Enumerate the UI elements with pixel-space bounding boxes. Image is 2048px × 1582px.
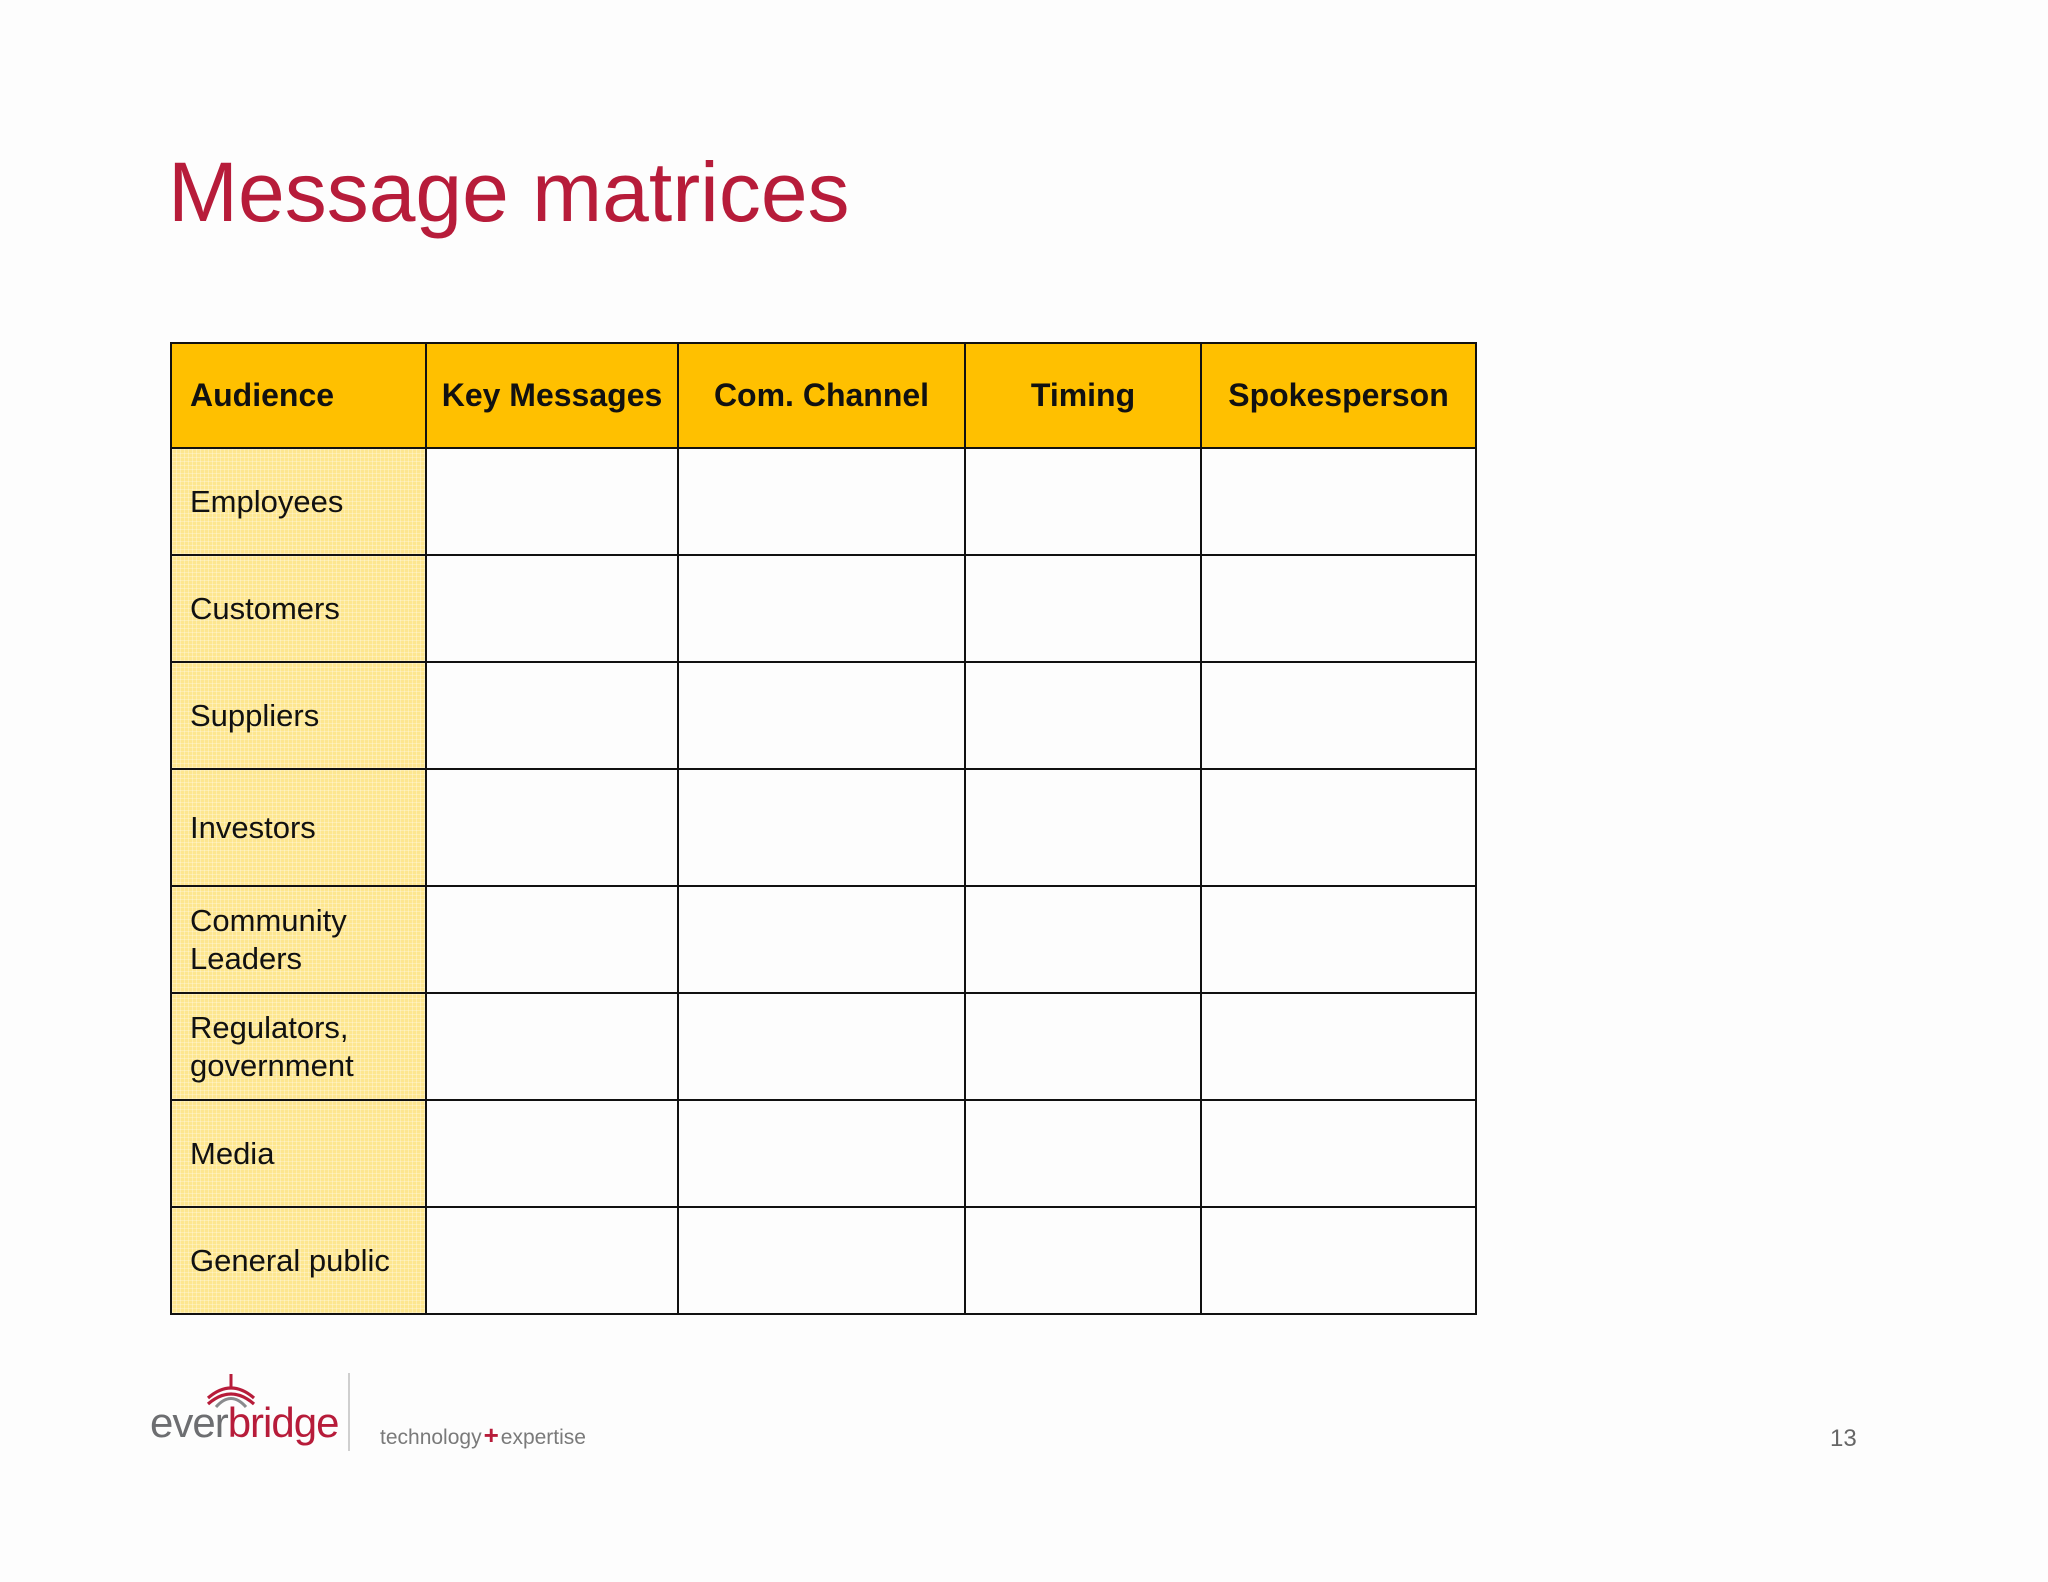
com-channel-cell	[678, 555, 965, 662]
header-timing: Timing	[965, 343, 1201, 448]
timing-cell	[965, 1100, 1201, 1207]
key-messages-cell	[426, 662, 678, 769]
key-messages-cell	[426, 993, 678, 1100]
header-audience: Audience	[171, 343, 426, 448]
table-row	[171, 1100, 1476, 1207]
key-messages-cell	[426, 555, 678, 662]
table-row	[171, 993, 1476, 1100]
audience-cell: General public	[171, 1207, 426, 1314]
audience-cell: Customers	[171, 555, 426, 662]
tagline-technology: technology	[380, 1426, 482, 1449]
com-channel-cell	[678, 769, 965, 886]
table-row	[171, 769, 1476, 886]
header-key-messages: Key Messages	[426, 343, 678, 448]
audience-cell: Community Leaders	[171, 886, 426, 993]
everbridge-logo	[150, 1372, 339, 1452]
timing-cell	[965, 886, 1201, 993]
spokesperson-cell	[1201, 448, 1476, 555]
audience-cell: Regulators, government	[171, 993, 426, 1100]
table-header-row	[171, 343, 1476, 448]
slide-title: Message matrices	[168, 145, 850, 239]
key-messages-cell	[426, 1207, 678, 1314]
com-channel-cell	[678, 662, 965, 769]
spokesperson-cell	[1201, 1207, 1476, 1314]
spokesperson-cell	[1201, 993, 1476, 1100]
timing-cell	[965, 555, 1201, 662]
timing-cell	[965, 993, 1201, 1100]
key-messages-cell	[426, 769, 678, 886]
key-messages-cell	[426, 448, 678, 555]
header-spokesperson: Spokesperson	[1201, 343, 1476, 448]
tagline-expertise: expertise	[500, 1426, 586, 1449]
table-row	[171, 886, 1476, 993]
message-matrix-table	[170, 342, 1477, 1315]
key-messages-cell	[426, 1100, 678, 1207]
spokesperson-cell	[1201, 1100, 1476, 1207]
tagline-plus: +	[483, 1420, 499, 1450]
spokesperson-cell	[1201, 769, 1476, 886]
logo-wordmark-ever: ever	[150, 1399, 228, 1446]
footer-tagline	[380, 1420, 586, 1451]
com-channel-cell	[678, 448, 965, 555]
key-messages-cell	[426, 886, 678, 993]
com-channel-cell	[678, 1207, 965, 1314]
com-channel-cell	[678, 993, 965, 1100]
logo-wordmark-bridge: bridge	[227, 1399, 339, 1446]
timing-cell	[965, 662, 1201, 769]
audience-cell: Employees	[171, 448, 426, 555]
header-com-channel: Com. Channel	[678, 343, 965, 448]
timing-cell	[965, 1207, 1201, 1314]
table-row	[171, 1207, 1476, 1314]
timing-cell	[965, 769, 1201, 886]
com-channel-cell	[678, 886, 965, 993]
page-number: 13	[1830, 1425, 1857, 1452]
table-row	[171, 555, 1476, 662]
logo-wordmark	[150, 1399, 339, 1446]
audience-cell: Suppliers	[171, 662, 426, 769]
table-row	[171, 448, 1476, 555]
spokesperson-cell	[1201, 662, 1476, 769]
timing-cell	[965, 448, 1201, 555]
com-channel-cell	[678, 1100, 965, 1207]
spokesperson-cell	[1201, 886, 1476, 993]
spokesperson-cell	[1201, 555, 1476, 662]
table-row	[171, 662, 1476, 769]
audience-cell: Investors	[171, 769, 426, 886]
footer-divider	[348, 1373, 350, 1451]
audience-cell: Media	[171, 1100, 426, 1207]
